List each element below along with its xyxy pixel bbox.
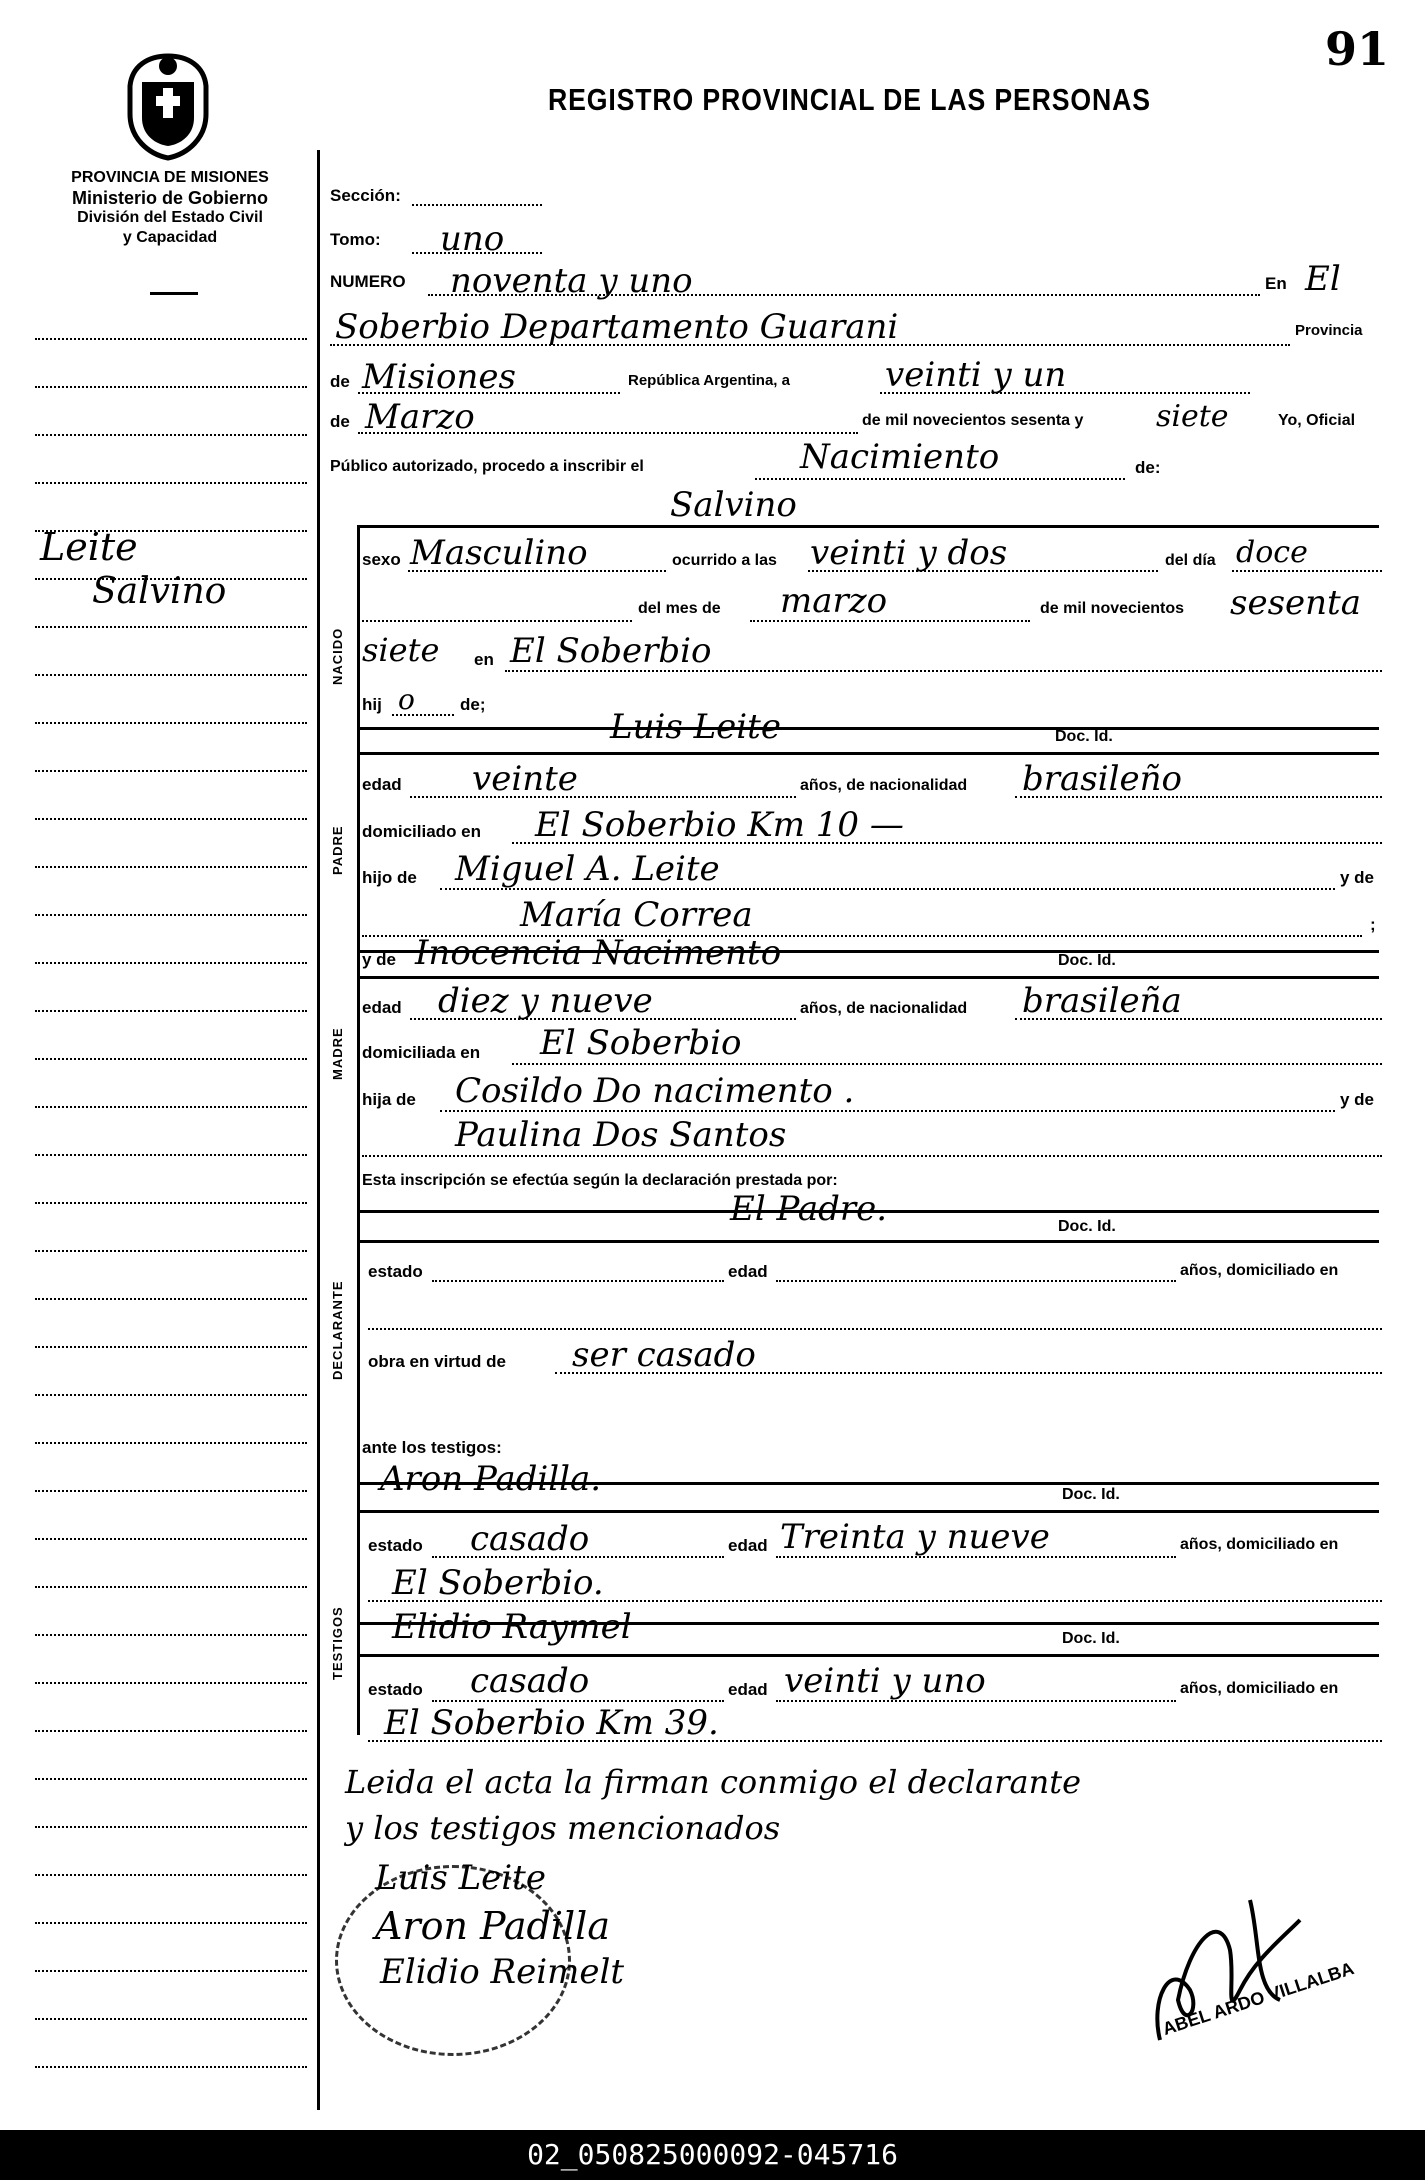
testigo2-estado-label: estado [368, 1680, 423, 1699]
margin-dotted-line [35, 722, 307, 724]
en-nac-label: en [474, 650, 494, 669]
testigo2-dom-value: El Soberbio Km 39. [384, 1703, 719, 1743]
margin-dotted-line [35, 626, 307, 628]
declarante-edad-line [776, 1280, 1176, 1282]
declarante-estado-line [432, 1280, 724, 1282]
padre-dom-label: domiciliado en [362, 822, 482, 841]
sexo-label: sexo [362, 550, 401, 569]
padre-section-label: PADRE [330, 825, 345, 875]
padre-name-rule [357, 752, 1379, 755]
provincia-label: Provincia [1295, 322, 1363, 339]
madre-edad-label: edad [362, 998, 402, 1017]
declarante-estado-label: estado [368, 1262, 423, 1281]
republica-label: República Argentina, a [628, 372, 790, 389]
margin-dotted-line [35, 1394, 307, 1396]
margin-dotted-line [35, 338, 307, 340]
numero-value: noventa y uno [450, 261, 693, 301]
madre-name-rule [357, 976, 1379, 979]
margin-dotted-line [35, 1490, 307, 1492]
officer-name-stamp: ABEL ARDO VILLALBA [1160, 1958, 1357, 2040]
page-number: 91 [1325, 22, 1390, 76]
seccion-label: Sección: [330, 186, 401, 205]
margin-dotted-line [35, 386, 307, 388]
testigo1-estado-value: casado [470, 1519, 590, 1559]
officer-signature-icon [1130, 1880, 1330, 2060]
dia-nac-line [1232, 570, 1382, 572]
hijo-suffix: o [398, 683, 415, 716]
mes-nac-value: marzo [780, 581, 888, 621]
nacido-section-label: NACIDO [330, 627, 345, 685]
mil-label: de mil novecientos [1040, 600, 1185, 617]
madre-madre-de: Paulina Dos Santos [455, 1115, 787, 1155]
testigos-section-label: TESTIGOS [330, 1606, 345, 1680]
padre-edad-value: veinte [472, 759, 578, 799]
padre-top-rule [357, 727, 1379, 730]
agency-province: PROVINCIA DE MISIONES [71, 169, 269, 186]
testigo2-anios-label: años, domiciliado en [1180, 1680, 1339, 1697]
declarante-obra-value: ser casado [572, 1335, 756, 1375]
margin-note-surname: Leite [40, 525, 138, 569]
signature-witness-2: Elidio Reimelt [380, 1952, 624, 1992]
padre-dom-value: El Soberbio Km 10 — [535, 805, 904, 845]
madre-edad-value: diez y nueve [438, 981, 653, 1021]
testigo1-name-rule [357, 1510, 1379, 1513]
lugar-value-1: El [1305, 259, 1341, 299]
padre-semicolon: ; [1370, 915, 1376, 934]
madre-section-label: MADRE [330, 1027, 345, 1080]
testigo1-anios-label: años, domiciliado en [1180, 1536, 1339, 1553]
sexo-value: Masculino [410, 533, 588, 573]
agency-ministry: Ministerio de Gobierno [71, 188, 268, 208]
margin-dotted-line [35, 434, 307, 436]
de-colon-label: de: [1135, 458, 1161, 477]
declarante-doc-label: Doc. Id. [1058, 1218, 1116, 1235]
margin-dotted-line [35, 1346, 307, 1348]
declarante-dom-line [368, 1328, 1382, 1330]
margin-dotted-line [35, 1058, 307, 1060]
margin-dotted-line [35, 962, 307, 964]
margin-dotted-line [35, 1538, 307, 1540]
mes-pre-line [362, 620, 632, 622]
margin-dotted-line [35, 818, 307, 820]
testigo2-edad-value: veinti y uno [784, 1661, 986, 1701]
margin-dotted-line [35, 1442, 307, 1444]
numero-label: NUMERO [330, 272, 406, 291]
margin-dotted-line [35, 1922, 307, 1924]
anio-value: siete [1156, 399, 1229, 434]
margin-note-given: Salvino [92, 571, 227, 612]
testigo1-edad-value: Treinta y nueve [780, 1517, 1050, 1557]
agency-block [20, 168, 320, 248]
dia-nac-value: doce [1236, 535, 1308, 570]
declarante-edad-label: edad [728, 1262, 768, 1281]
anio-nac-value-2: siete [362, 631, 440, 669]
madre-madre-de-line [362, 1155, 1382, 1157]
footer-id-bar: 02_050825000092-045716 [0, 2130, 1425, 2180]
publico-label: Público autorizado, procedo a inscribir el [330, 458, 644, 475]
testigo2-estado-value: casado [470, 1661, 590, 1701]
document-title: REGISTRO PROVINCIAL DE LAS PERSONAS [548, 82, 1151, 117]
margin-dotted-line [35, 1250, 307, 1252]
declarante-name-rule [357, 1240, 1379, 1243]
anio-nac-value: sesenta [1230, 583, 1361, 623]
lugar-nac-value: El Soberbio [510, 631, 712, 671]
acto-value: Nacimiento [800, 437, 1000, 477]
closing-line-1: Leida el acta la firman conmigo el declarante [345, 1763, 1082, 1801]
ocurrido-label: ocurrido a las [672, 552, 777, 569]
nacido-nombre: Salvino [670, 485, 797, 525]
padre-nac-value: brasileño [1022, 759, 1182, 799]
en-label: En [1265, 274, 1287, 293]
testigo1-nombre: Aron Padilla. [380, 1459, 602, 1499]
madre-doc-label: Doc. Id. [1058, 952, 1116, 969]
seccion-line [412, 204, 542, 206]
provincial-seal-icon [118, 52, 218, 162]
de-label-mes: de [330, 412, 350, 431]
testigo1-estado-label: estado [368, 1536, 423, 1555]
margin-dotted-line [35, 866, 307, 868]
de-hijo-label: de; [460, 695, 486, 714]
testigo2-doc-label: Doc. Id. [1062, 1630, 1120, 1647]
mes-nac-label: del mes de [638, 600, 721, 617]
padre-padre-de: Miguel A. Leite [455, 849, 720, 889]
margin-dotted-line [35, 914, 307, 916]
tomo-value: uno [440, 219, 505, 259]
margin-dotted-line [35, 482, 307, 484]
margin-dotted-line [35, 1298, 307, 1300]
agency-underline [150, 292, 198, 295]
padre-y-de-label: y de [1340, 868, 1375, 887]
margin-dotted-line [35, 1202, 307, 1204]
madre-nac-label: años, de nacionalidad [800, 1000, 968, 1017]
margin-dotted-line [35, 1874, 307, 1876]
margin-dotted-line [35, 1106, 307, 1108]
de-label-provincia: de [330, 372, 350, 391]
margin-dotted-line [35, 1634, 307, 1636]
signature-father: Luis Leite [375, 1858, 546, 1898]
madre-y-de-label: y de [362, 950, 397, 969]
oficial-label: Yo, Oficial [1278, 412, 1356, 429]
padre-nac-label: años, de nacionalidad [800, 777, 968, 794]
padre-doc-label: Doc. Id. [1055, 728, 1113, 745]
madre-padre-de: Cosildo Do nacimento . [455, 1071, 855, 1111]
testigo2-name-rule [357, 1654, 1379, 1657]
testigo2-nombre: Elidio Raymel [392, 1607, 632, 1647]
margin-dotted-line [35, 2018, 307, 2020]
tomo-label: Tomo: [330, 230, 381, 249]
agency-division: División del Estado Civil [77, 209, 263, 226]
declarante-nombre: El Padre. [730, 1189, 888, 1229]
declarante-obra-label: obra en virtud de [368, 1352, 506, 1371]
madre-dom-label: domiciliada en [362, 1043, 481, 1062]
padre-nombre: Luis Leite [610, 707, 781, 747]
madre-dom-value: El Soberbio [540, 1023, 742, 1063]
signature-witness-1: Aron Padilla [375, 1904, 610, 1948]
margin-dotted-line [35, 2066, 307, 2068]
anio-label: de mil novecientos sesenta y [862, 412, 1084, 429]
dia-label: del día [1165, 552, 1216, 569]
margin-dotted-line [35, 674, 307, 676]
margin-dotted-line [35, 1682, 307, 1684]
margin-dotted-line [35, 1970, 307, 1972]
padre-edad-line [410, 796, 796, 798]
lugar-value-2: Soberbio Departamento Guarani [335, 307, 899, 347]
madre-dom-line [512, 1063, 1382, 1065]
padre-edad-label: edad [362, 775, 402, 794]
agency-capacity: y Capacidad [122, 229, 218, 246]
dia-value: veinti y un [885, 355, 1067, 395]
padre-hijo-de-label: hijo de [362, 868, 417, 887]
padre-madre-de: María Correa [520, 895, 753, 935]
testigo2-edad-label: edad [728, 1680, 768, 1699]
provincia-value: Misiones [362, 357, 516, 397]
margin-dotted-line [35, 1778, 307, 1780]
margin-dotted-line [35, 1826, 307, 1828]
testigo1-dom-value: El Soberbio. [392, 1563, 604, 1603]
margin-dotted-line [35, 1154, 307, 1156]
mes-value: Marzo [365, 397, 475, 437]
madre-hija-de-label: hija de [362, 1090, 416, 1109]
margin-dotted-line [35, 1010, 307, 1012]
margin-dotted-line [35, 1586, 307, 1588]
madre-y-de-end-label: y de [1340, 1090, 1375, 1109]
hijo-label: hij [362, 695, 382, 714]
margin-dotted-line [35, 1730, 307, 1732]
left-column-divider [317, 150, 320, 2110]
section-bracket-line [357, 525, 360, 1735]
margin-dotted-line [35, 770, 307, 772]
madre-nombre: Inocencia Nacimento [415, 933, 782, 973]
declarante-anios-label: años, domiciliado en [1180, 1262, 1339, 1279]
madre-nac-value: brasileña [1022, 981, 1182, 1021]
nacido-name-rule [357, 525, 1379, 528]
hora-value: veinti y dos [810, 533, 1008, 573]
declarante-intro: Esta inscripción se efectúa según la declaración prestada por: [362, 1172, 838, 1189]
acto-line [755, 478, 1125, 480]
declarante-section-label: DECLARANTE [330, 1280, 345, 1380]
closing-line-2: y los testigos mencionados [345, 1809, 781, 1847]
testigo1-doc-label: Doc. Id. [1062, 1486, 1120, 1503]
testigo1-edad-label: edad [728, 1536, 768, 1555]
testigos-intro: ante los testigos: [362, 1438, 502, 1457]
